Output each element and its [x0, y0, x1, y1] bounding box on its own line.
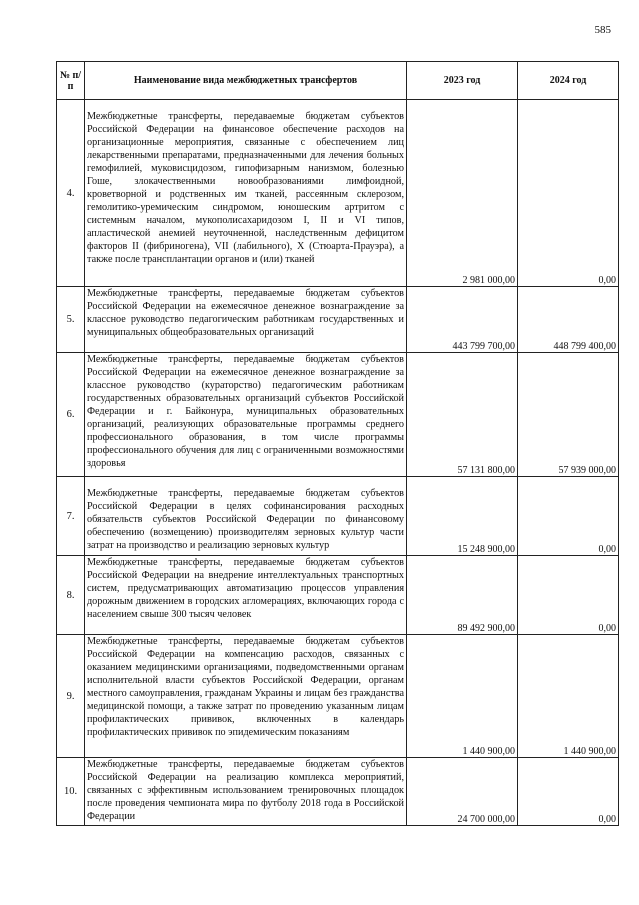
row-description: Межбюджетные трансферты, передаваемые бюджетам субъектов Российской Федерации на ежемесячное денежное вознаграждение за классное руководство педагогическим работникам государственных и муниципальных общеобразовательных организаций [85, 287, 407, 353]
amount-2024: 0,00 [518, 556, 619, 635]
table-row [57, 758, 619, 826]
amount-2024: 1 440 900,00 [518, 635, 619, 758]
page-number: 585 [594, 24, 611, 36]
amount-2023: 443 799 700,00 [407, 287, 518, 353]
table-row [57, 287, 619, 353]
amount-2024: 57 939 000,00 [518, 353, 619, 477]
table-row [57, 100, 619, 287]
amount-2024: 0,00 [518, 100, 619, 287]
amount-2024: 0,00 [518, 477, 619, 556]
row-number: 5. [57, 287, 85, 353]
header-num: № п/п [57, 62, 85, 100]
row-description: Межбюджетные трансферты, передаваемые бюджетам субъектов Российской Федерации на финансовое обеспечение расходов на организационные мероприятия, связанные с обеспечением лиц лекарственными препаратами, предназначенными для лечения больных гемофилией, муковисцидозом, гипофизарным нанизмом, болезнью Гоше, злокачественными новообразованиями лимфоидной, кроветворной и родственных им тканей, рассеянным склерозом, гемолитико-уремическим синдромом, юношеским артритом с системным началом, мукополисахаридозом I, II и VI типов, апластической анемией неуточненной, наследственным дефицитом факторов II (фибриногена), VII (лабильного), X (Стюарта-Прауэра), а также после трансплантации органов и (или) тканей [85, 100, 407, 287]
amount-2023: 57 131 800,00 [407, 353, 518, 477]
amount-2023: 2 981 000,00 [407, 100, 518, 287]
row-number: 7. [57, 477, 85, 556]
row-number: 8. [57, 556, 85, 635]
row-description: Межбюджетные трансферты, передаваемые бюджетам субъектов Российской Федерации на компенсацию расходов, связанных с оказанием медицинскими организациями, подведомственными органам исполнительной власти субъектов Российской Федерации, органам местного самоуправления, гражданам Украины и лицам без гражданства медицинской помощи, а также затрат по проведению указанным лицам профилактических прививок, включенных в календарь профилактических прививок по эпидемическим показаниям [85, 635, 407, 758]
table-row [57, 353, 619, 477]
row-number: 10. [57, 758, 85, 826]
amount-2024: 0,00 [518, 758, 619, 826]
table-row [57, 556, 619, 635]
row-number: 6. [57, 353, 85, 477]
amount-2023: 89 492 900,00 [407, 556, 518, 635]
row-description: Межбюджетные трансферты, передаваемые бюджетам субъектов Российской Федерации на реализацию комплекса мероприятий, связанных с эффективным использованием тренировочных площадок после проведения чемпионата мира по футболу 2018 года в Российской Федерации [85, 758, 407, 826]
transfers-table [56, 61, 619, 826]
header-name: Наименование вида межбюджетных трансфертов [85, 62, 407, 100]
row-number: 9. [57, 635, 85, 758]
amount-2023: 24 700 000,00 [407, 758, 518, 826]
table-header-row [57, 62, 619, 100]
table-row [57, 477, 619, 556]
amount-2024: 448 799 400,00 [518, 287, 619, 353]
amount-2023: 1 440 900,00 [407, 635, 518, 758]
row-description: Межбюджетные трансферты, передаваемые бюджетам субъектов Российской Федерации в целях софинансирования расходных обязательств субъектов Российской Федерации по финансовому обеспечению (возмещению) производителям зерновых культур части затрат на производство и реализацию зерновых культур [85, 477, 407, 556]
amount-2023: 15 248 900,00 [407, 477, 518, 556]
row-description: Межбюджетные трансферты, передаваемые бюджетам субъектов Российской Федерации на ежемесячное денежное вознаграждение за классное руководство (кураторство) педагогическим работникам государственных образовательных организаций субъектов Российской Федерации и г. Байконура, муниципальных образовательных организаций, реализующих образовательные программы среднего профессионального образования, в том числе программы профессионального обучения для лиц с ограниченными возможностями здоровья [85, 353, 407, 477]
table-row [57, 635, 619, 758]
header-2023: 2023 год [407, 62, 518, 100]
row-description: Межбюджетные трансферты, передаваемые бюджетам субъектов Российской Федерации на внедрение интеллектуальных транспортных систем, предусматривающих автоматизацию процессов управления дорожным движением в городских агломерациях, включающих города с населением свыше 300 тысяч человек [85, 556, 407, 635]
row-number: 4. [57, 100, 85, 287]
header-2024: 2024 год [518, 62, 619, 100]
